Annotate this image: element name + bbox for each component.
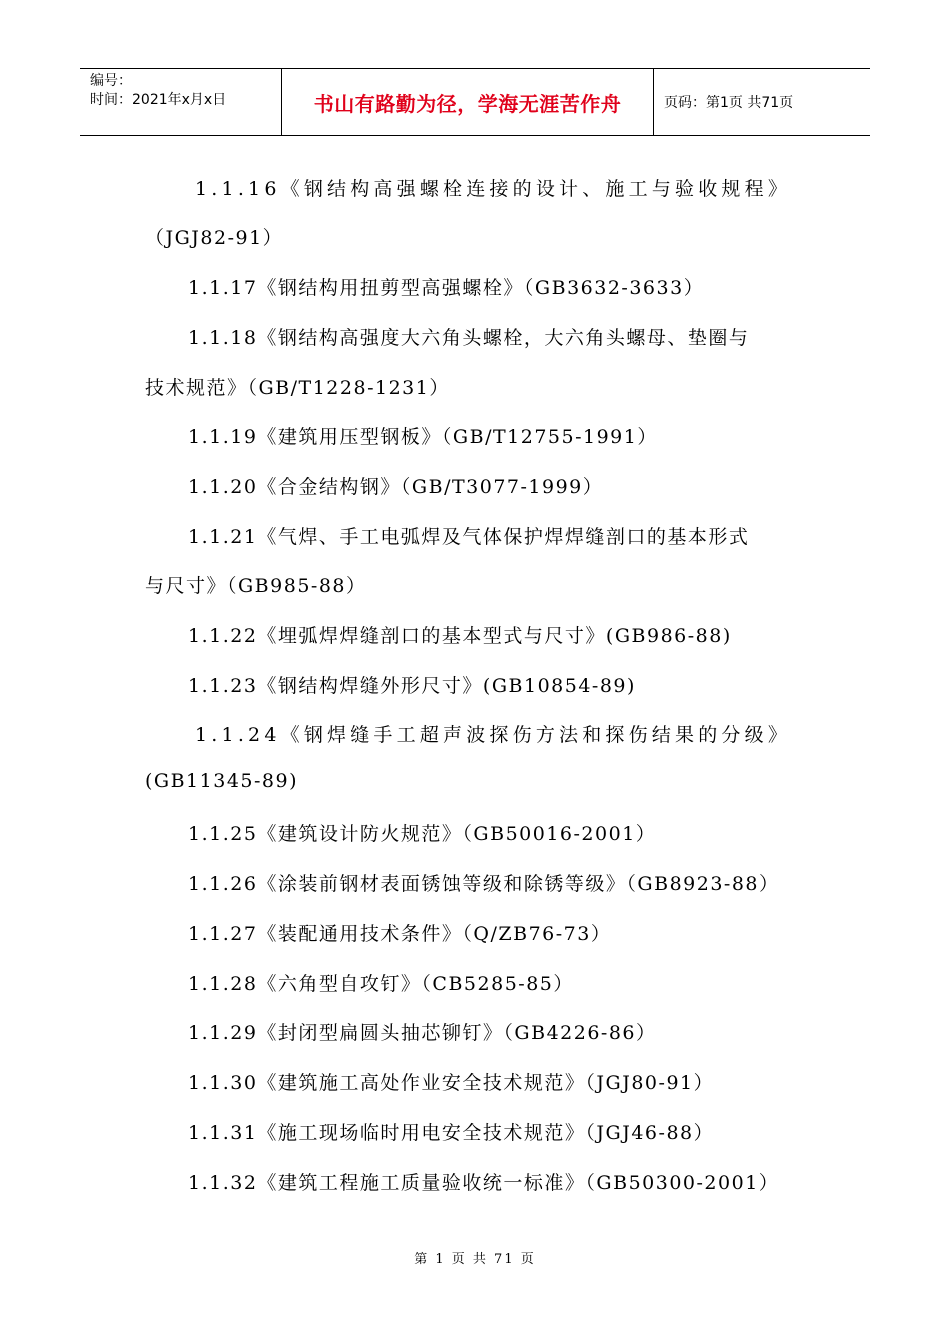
reference-line: 1.1.31《施工现场临时用电安全技术规范》（JGJ46-88） (188, 1122, 715, 1144)
header-motto: 书山有路勤为径，学海无涯苦作舟 (282, 69, 654, 135)
reference-line: 1.1.26《涂装前钢材表面锈蚀等级和除锈等级》（GB8923-88） (188, 873, 780, 895)
reference-line: 技术规范》（GB/T1228-1231） (145, 377, 450, 399)
reference-line: 1.1.20《合金结构钢》（GB/T3077-1999） (188, 476, 604, 498)
page-header (80, 68, 870, 136)
reference-line: 1.1.25《建筑设计防火规范》（GB50016-2001） (188, 823, 657, 845)
reference-line: 与尺寸》（GB985-88） (145, 575, 367, 597)
document-number-label: 编号： (90, 73, 132, 89)
reference-line: 1.1.22《埋弧焊焊缝剖口的基本型式与尺寸》(GB986-88) (188, 625, 732, 647)
reference-line: 1.1.23《钢结构焊缝外形尺寸》(GB10854-89) (188, 675, 636, 697)
reference-line: (GB11345-89) (145, 770, 299, 792)
header-meta (80, 69, 282, 135)
reference-line: 1.1.29《封闭型扁圆头抽芯铆钉》（GB4226-86） (188, 1022, 657, 1044)
page-footer: 第 1 页 共 71 页 (414, 1252, 536, 1267)
reference-line: 1.1.19《建筑用压型钢板》（GB/T12755-1991） (188, 426, 658, 448)
reference-line: 1.1.28《六角型自攻钉》（CB5285-85） (188, 973, 574, 995)
reference-line: （JGJ82-91） (145, 227, 284, 249)
reference-line: 1.1.17《钢结构用扭剪型高强螺栓》（GB3632-3633） (188, 277, 705, 299)
reference-line: 1.1.21《气焊、手工电弧焊及气体保护焊焊缝剖口的基本形式 (188, 526, 750, 548)
reference-line: 1.1.32《建筑工程施工质量验收统一标准》（GB50300-2001） (188, 1172, 780, 1194)
reference-line: 1.1.24《钢焊缝手工超声波探伤方法和探伤结果的分级》 (195, 724, 792, 746)
reference-line: 1.1.30《建筑施工高处作业安全技术规范》（JGJ80-91） (188, 1072, 715, 1094)
header-page-info: 页码：第1页 共71页 (664, 95, 794, 111)
document-date: 时间：2021年x月x日 (90, 92, 227, 108)
reference-line: 1.1.18《钢结构高强度大六角头螺栓，大六角头螺母、垫圈与 (188, 327, 750, 349)
reference-line: 1.1.16《钢结构高强螺栓连接的设计、施工与验收规程》 (195, 178, 792, 200)
reference-line: 1.1.27《装配通用技术条件》（Q/ZB76-73） (188, 923, 612, 945)
